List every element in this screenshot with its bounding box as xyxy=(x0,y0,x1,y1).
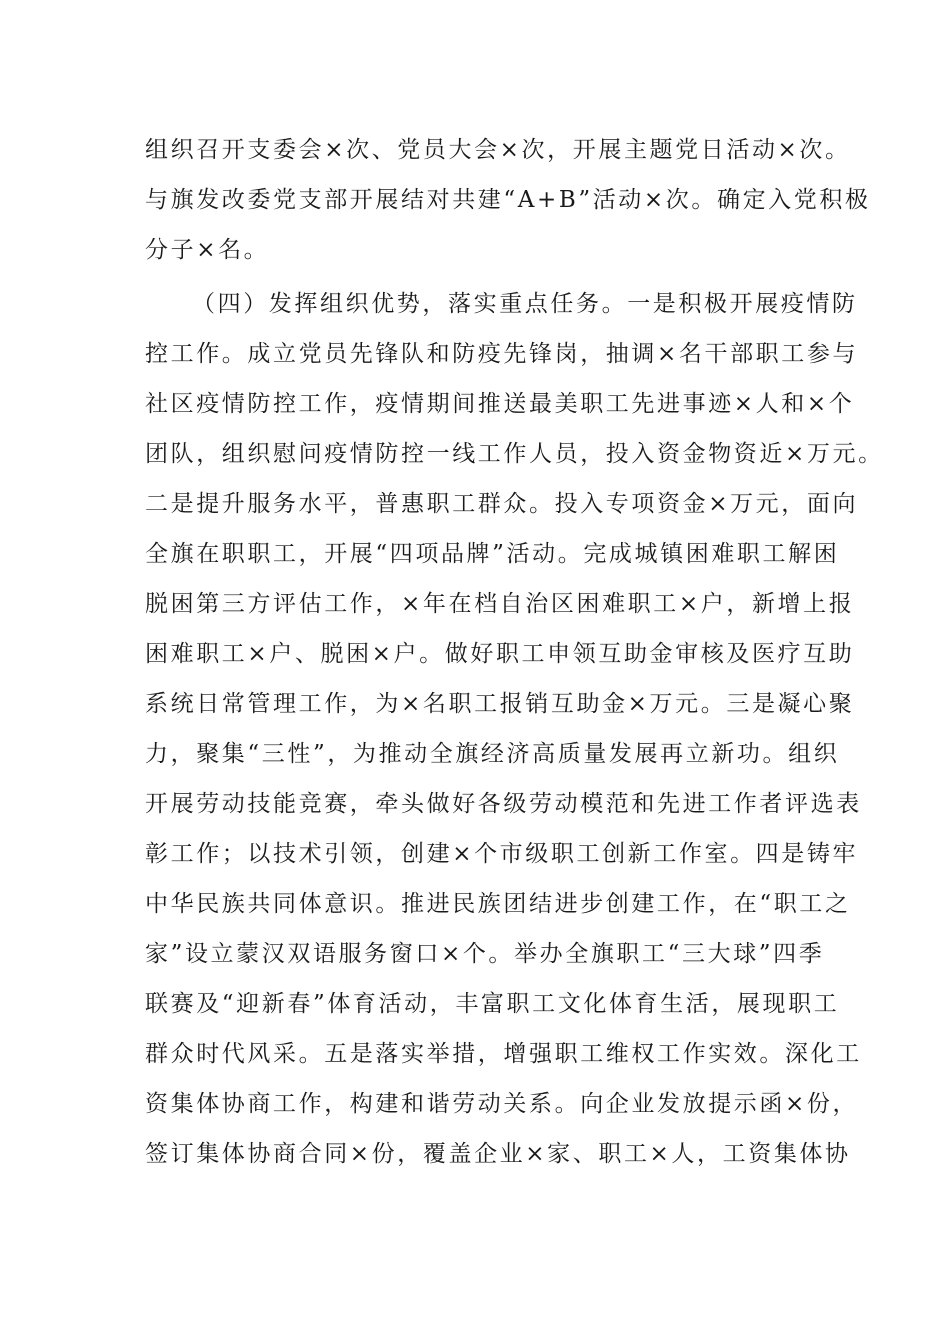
paragraph-line-3: 分子×名。 xyxy=(145,237,270,263)
paragraph-line-7: 团队，组织慰问疫情防控一线工作人员，投入资金物资近×万元。 xyxy=(145,441,884,467)
paragraph-line-21: 签订集体协商合同×份，覆盖企业×家、职工×人，工资集体协 xyxy=(145,1141,851,1167)
paragraph-line-16: 中华民族共同体意识。推进民族团结进步创建工作，在“职工之 xyxy=(145,891,851,917)
paragraph-line-8: 二是提升服务水平，普惠职工群众。投入专项资金×万元，面向 xyxy=(145,491,859,517)
paragraph-line-17: 家”设立蒙汉双语服务窗口×个。举办全旗职工“三大球”四季 xyxy=(145,941,825,967)
paragraph-line-12: 系统日常管理工作，为×名职工报销互助金×万元。三是凝心聚 xyxy=(145,691,855,717)
paragraph-line-14: 开展劳动技能竞赛，牵头做好各级劳动模范和先进工作者评选表 xyxy=(145,791,862,817)
paragraph-line-9: 全旗在职职工，开展“四项品牌”活动。完成城镇困难职工解困 xyxy=(145,541,840,567)
paragraph-line-15: 彰工作；以技术引领，创建×个市级职工创新工作室。四是铸牢 xyxy=(145,841,859,867)
paragraph-line-6: 社区疫情防控工作，疫情期间推送最美职工先进事迹×人和×个 xyxy=(145,391,855,417)
section-4-heading-line: （四）发挥组织优势，落实重点任务。一是积极开展疫情防 xyxy=(192,291,858,317)
paragraph-line-5: 控工作。成立党员先锋队和防疫先锋岗，抽调×名干部职工参与 xyxy=(145,341,859,367)
paragraph-line-19: 群众时代风采。五是落实举措，增强职工维权工作实效。深化工 xyxy=(145,1041,862,1067)
paragraph-line-1: 组织召开支委会×次、党员大会×次，开展主题党日活动×次。 xyxy=(145,137,851,163)
paragraph-line-2: 与旗发改委党支部开展结对共建“A+B”活动×次。确定入党积极 xyxy=(145,187,871,213)
paragraph-line-10: 脱困第三方评估工作，×年在档自治区困难职工×户，新增上报 xyxy=(145,591,855,617)
paragraph-line-13: 力，聚集“三性”，为推动全旗经济高质量发展再立新功。组织 xyxy=(145,741,840,767)
paragraph-line-11: 困难职工×户、脱困×户。做好职工申领互助金审核及医疗互助 xyxy=(145,641,855,667)
paragraph-line-20: 资集体协商工作，构建和谐劳动关系。向企业发放提示函×份， xyxy=(145,1091,859,1117)
paragraph-line-18: 联赛及“迎新春”体育活动，丰富职工文化体育生活，展现职工 xyxy=(145,991,840,1017)
